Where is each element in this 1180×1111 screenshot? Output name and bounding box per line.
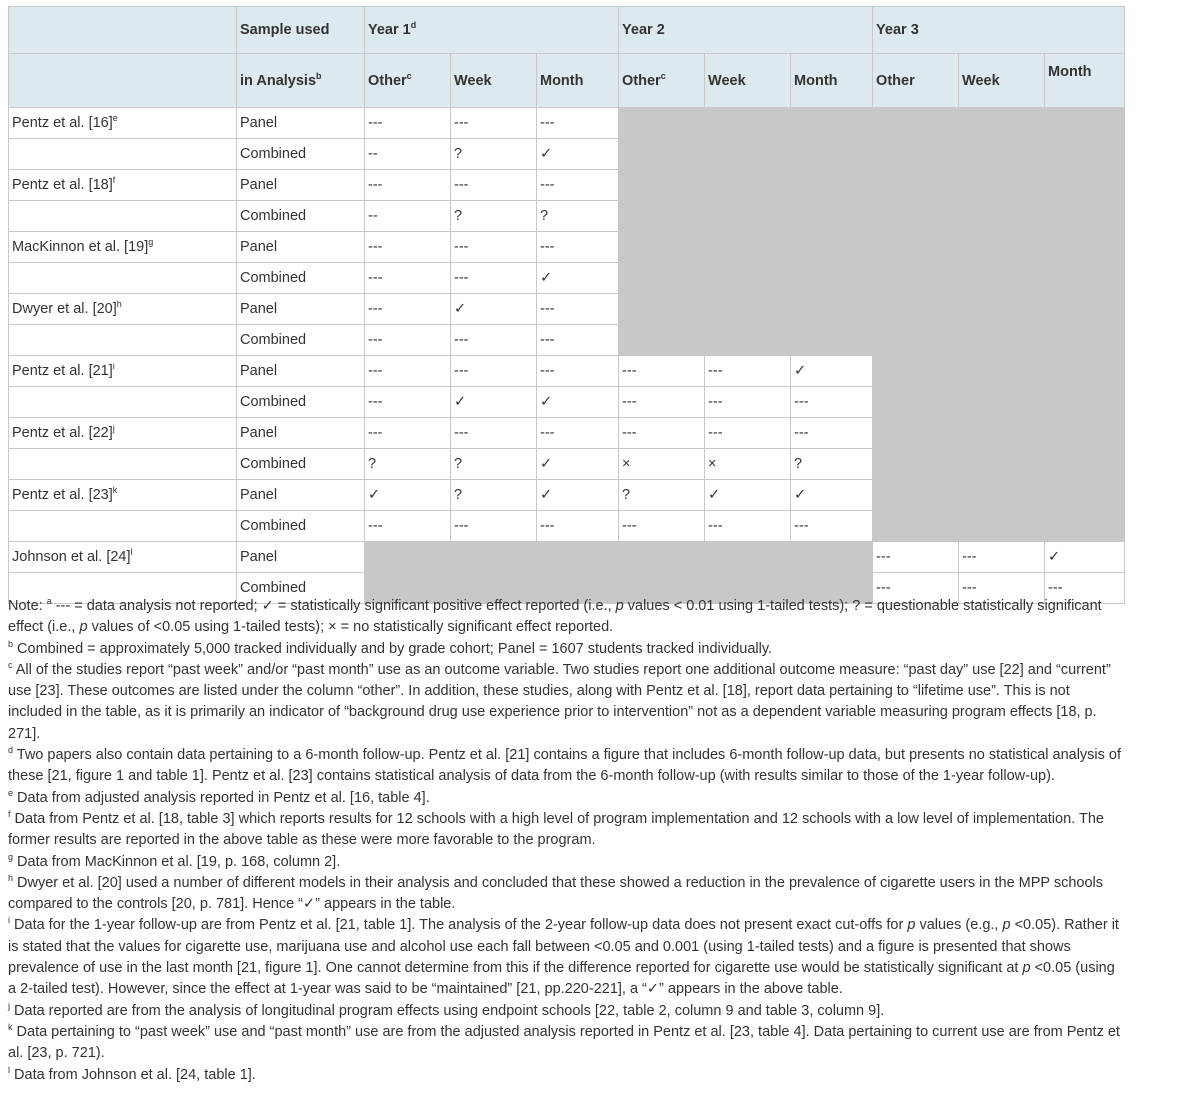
header-year-1: Year 1$^d$ bbox=[365, 7, 619, 54]
note-i: $^i$ Data for the 1-year follow-up are from Pentz et al. [21, table 1]. The analysis of the 2-year follow-up data does not present exact cut-offs for p values (e.g., p <0.05). Rather it is stated that the values for cigarette use, marijuana use and alcohol use each fall between <0.05 and 0.001 (using 1-tailed tests) and a figure is presented that shows prevalence of use in the last month [21, figure 1]. One cannot determine from this if the difference reported for cigarette use would be statistically significant at p <0.05 (using a 2-tailed test). However, since the effect at 1-year was said to be “maintained” [21, pp.220-221], a “✓” appears in the above table. bbox=[8, 915, 1119, 998]
not-applicable-cell bbox=[1045, 263, 1125, 294]
not-applicable-cell bbox=[873, 325, 959, 356]
result-cell: --- bbox=[365, 387, 451, 418]
header-year-3: Year 3 bbox=[873, 7, 1125, 54]
result-cell: --- bbox=[873, 542, 959, 573]
result-cell: --- bbox=[365, 325, 451, 356]
not-applicable-cell bbox=[1045, 232, 1125, 263]
not-applicable-cell bbox=[705, 263, 791, 294]
header-sample-used: Sample used bbox=[237, 7, 365, 54]
result-cell: × bbox=[619, 449, 705, 480]
result-cell: --- bbox=[619, 356, 705, 387]
table-row bbox=[9, 232, 1125, 263]
study-cell: Pentz et al. $[23]^k$ bbox=[9, 480, 237, 511]
note-g: $^g$ Data from MacKinnon et al. [19, p. 168, column 2]. bbox=[8, 851, 341, 870]
not-applicable-cell bbox=[873, 449, 959, 480]
not-applicable-cell bbox=[619, 170, 705, 201]
not-applicable-cell bbox=[791, 325, 873, 356]
not-applicable-cell bbox=[959, 232, 1045, 263]
sample-cell: Panel bbox=[237, 108, 365, 139]
table-row bbox=[9, 511, 1125, 542]
not-applicable-cell bbox=[873, 170, 959, 201]
result-cell: --- bbox=[365, 263, 451, 294]
not-applicable-cell bbox=[873, 263, 959, 294]
not-applicable-cell bbox=[959, 108, 1045, 139]
not-applicable-cell bbox=[1045, 108, 1125, 139]
table-row bbox=[9, 356, 1125, 387]
header-sub-4: Week bbox=[705, 54, 791, 108]
result-cell: --- bbox=[537, 356, 619, 387]
table-row bbox=[9, 263, 1125, 294]
result-cell: --- bbox=[365, 108, 451, 139]
header-sub-2: Month bbox=[537, 54, 619, 108]
result-cell: --- bbox=[537, 170, 619, 201]
result-cell: --- bbox=[537, 294, 619, 325]
not-applicable-cell bbox=[619, 263, 705, 294]
study-cell bbox=[9, 387, 237, 418]
result-cell: --- bbox=[451, 511, 537, 542]
sample-cell: Panel bbox=[237, 418, 365, 449]
result-cell: --- bbox=[365, 418, 451, 449]
not-applicable-cell bbox=[1045, 480, 1125, 511]
result-cell: -- bbox=[365, 201, 451, 232]
not-applicable-cell bbox=[873, 294, 959, 325]
not-applicable-cell bbox=[791, 201, 873, 232]
table-row bbox=[9, 201, 1125, 232]
sample-cell: Combined bbox=[237, 449, 365, 480]
results-table bbox=[8, 6, 1125, 604]
result-cell: ✓ bbox=[1045, 542, 1125, 573]
not-applicable-cell bbox=[959, 418, 1045, 449]
note-e: $^e$ Data from adjusted analysis reported in Pentz et al. [16, table 4]. bbox=[8, 787, 430, 806]
table-row bbox=[9, 418, 1125, 449]
study-cell: Pentz et al. $[16]^e$ bbox=[9, 108, 237, 139]
header-sub-6: Other bbox=[873, 54, 959, 108]
not-applicable-cell bbox=[705, 232, 791, 263]
result-cell: ✓ bbox=[537, 480, 619, 511]
note-h: $^h$ Dwyer et al. [20] used a number of different models in their analysis and concluded that these showed a reduction in the prevalence of cigarette users in the MPP schools compared to the controls [20, p. 781]. Hence “✓” appears in the table. bbox=[8, 873, 1104, 913]
result-cell: --- bbox=[537, 418, 619, 449]
not-applicable-cell bbox=[619, 139, 705, 170]
study-cell bbox=[9, 201, 237, 232]
result-cell: --- bbox=[537, 232, 619, 263]
table-row bbox=[9, 387, 1125, 418]
result-cell: --- bbox=[537, 108, 619, 139]
study-cell: MacKinnon et al. $[19]^g$ bbox=[9, 232, 237, 263]
note-d: $^d$ Two papers also contain data pertaining to a 6-month follow-up. Pentz et al. [21] contains a figure that includes 6-month follow-up data, but presents no statistical analysis of these [21, figure 1 and table 1]. Pentz et al. [23] contains statistical analysis of data from the 6-month follow-up (with results similar to those of the 1-year follow-up). bbox=[8, 745, 1122, 785]
not-applicable-cell bbox=[959, 263, 1045, 294]
not-applicable-cell bbox=[1045, 418, 1125, 449]
header-sub-1: Week bbox=[451, 54, 537, 108]
not-applicable-cell bbox=[873, 480, 959, 511]
study-cell bbox=[9, 263, 237, 294]
not-applicable-cell bbox=[873, 418, 959, 449]
result-cell: ✓ bbox=[365, 480, 451, 511]
table-row bbox=[9, 480, 1125, 511]
not-applicable-cell bbox=[873, 201, 959, 232]
result-cell: ✓ bbox=[451, 294, 537, 325]
sample-cell: Panel bbox=[237, 170, 365, 201]
table-notes bbox=[8, 596, 1122, 1086]
result-cell: ✓ bbox=[791, 356, 873, 387]
not-applicable-cell bbox=[873, 108, 959, 139]
not-applicable-cell bbox=[1045, 294, 1125, 325]
table-row bbox=[9, 170, 1125, 201]
not-applicable-cell bbox=[619, 325, 705, 356]
sample-cell: Panel bbox=[237, 294, 365, 325]
study-cell: Pentz et al. $[22]^j$ bbox=[9, 418, 237, 449]
result-cell: ? bbox=[791, 449, 873, 480]
table-row bbox=[9, 542, 1125, 573]
result-cell: --- bbox=[451, 108, 537, 139]
result-cell: --- bbox=[451, 263, 537, 294]
table-row bbox=[9, 449, 1125, 480]
result-cell: --- bbox=[451, 418, 537, 449]
not-applicable-cell bbox=[619, 232, 705, 263]
header-row-1 bbox=[9, 7, 1125, 54]
study-cell: Pentz et al. $[21]^i$ bbox=[9, 356, 237, 387]
study-cell: Dwyer et al. $[20]^h$ bbox=[9, 294, 237, 325]
not-applicable-cell bbox=[619, 201, 705, 232]
header-sub-3: Other$^c$ bbox=[619, 54, 705, 108]
result-cell: --- bbox=[451, 170, 537, 201]
sample-cell: Panel bbox=[237, 480, 365, 511]
not-applicable-cell bbox=[705, 201, 791, 232]
not-applicable-cell bbox=[705, 108, 791, 139]
result-cell: × bbox=[705, 449, 791, 480]
note-j: $^j$ Data reported are from the analysis of longitudinal program effects using endpoint schools [22, table 2, column 9 and table 3, column 9]. bbox=[8, 1000, 885, 1019]
header-in-analysis: in Analysis$^b$ bbox=[237, 54, 365, 108]
not-applicable-cell bbox=[959, 325, 1045, 356]
not-applicable-cell bbox=[873, 387, 959, 418]
result-cell: --- bbox=[365, 294, 451, 325]
result-cell: ✓ bbox=[791, 480, 873, 511]
result-cell: -- bbox=[365, 139, 451, 170]
not-applicable-cell bbox=[959, 170, 1045, 201]
not-applicable-cell bbox=[1045, 201, 1125, 232]
sample-cell: Combined bbox=[237, 139, 365, 170]
not-applicable-cell bbox=[873, 511, 959, 542]
table-row bbox=[9, 325, 1125, 356]
result-cell: --- bbox=[705, 356, 791, 387]
not-applicable-cell bbox=[1045, 139, 1125, 170]
result-cell: --- bbox=[537, 511, 619, 542]
not-applicable-cell bbox=[1045, 449, 1125, 480]
study-cell bbox=[9, 325, 237, 356]
not-applicable-cell bbox=[619, 108, 705, 139]
not-applicable-cell bbox=[619, 294, 705, 325]
not-applicable-cell bbox=[959, 480, 1045, 511]
not-applicable-cell bbox=[959, 511, 1045, 542]
table-row bbox=[9, 294, 1125, 325]
not-applicable-cell bbox=[705, 294, 791, 325]
note-l: $^l$ Data from Johnson et al. [24, table 1]. bbox=[8, 1064, 256, 1083]
result-cell: ? bbox=[451, 201, 537, 232]
not-applicable-cell bbox=[791, 139, 873, 170]
study-cell: Johnson et al. $[24]^l$ bbox=[9, 542, 237, 573]
not-applicable-cell bbox=[959, 449, 1045, 480]
result-cell: --- bbox=[1045, 573, 1125, 604]
result-cell: --- bbox=[619, 387, 705, 418]
study-cell bbox=[9, 449, 237, 480]
not-applicable-cell bbox=[959, 294, 1045, 325]
table-row bbox=[9, 108, 1125, 139]
sample-cell: Combined bbox=[237, 573, 365, 604]
not-applicable-cell bbox=[619, 542, 705, 573]
result-cell: --- bbox=[619, 511, 705, 542]
not-applicable-cell bbox=[1045, 387, 1125, 418]
header-year-2: Year 2 bbox=[619, 7, 873, 54]
not-applicable-cell bbox=[1045, 511, 1125, 542]
result-cell: ? bbox=[451, 449, 537, 480]
sample-cell: Panel bbox=[237, 232, 365, 263]
result-cell: --- bbox=[451, 356, 537, 387]
result-cell: ✓ bbox=[705, 480, 791, 511]
not-applicable-cell bbox=[537, 542, 619, 573]
sample-cell: Panel bbox=[237, 356, 365, 387]
not-applicable-cell bbox=[791, 542, 873, 573]
not-applicable-cell bbox=[959, 387, 1045, 418]
not-applicable-cell bbox=[705, 170, 791, 201]
result-cell: --- bbox=[365, 356, 451, 387]
note-a: Note: $^a$ --- = data analysis not reported; ✓ = statistically significant positive effect reported (i.e., p values < 0.01 using 1-tailed tests); ? = questionable statistically significant effect (i.e., p values of <0.05 using 1-tailed tests); × = no statistically significant effect reported. bbox=[8, 596, 1102, 636]
sample-cell: Combined bbox=[237, 325, 365, 356]
header-sub-5: Month bbox=[791, 54, 873, 108]
result-cell: ? bbox=[537, 201, 619, 232]
not-applicable-cell bbox=[959, 356, 1045, 387]
header-sub-8: Month bbox=[1045, 54, 1125, 108]
result-cell: ✓ bbox=[451, 387, 537, 418]
not-applicable-cell bbox=[873, 139, 959, 170]
note-f: $^f$ Data from Pentz et al. [18, table 3] which reports results for 12 schools with a high level of program implementation and 12 schools with a low level of implementation. The former results are reported in the above table as these were more favorable to the program. bbox=[8, 809, 1104, 849]
study-cell: Pentz et al. $[18]^f$ bbox=[9, 170, 237, 201]
result-cell: --- bbox=[365, 232, 451, 263]
result-cell: --- bbox=[365, 170, 451, 201]
study-cell bbox=[9, 511, 237, 542]
result-cell: --- bbox=[619, 418, 705, 449]
study-cell bbox=[9, 139, 237, 170]
table-row bbox=[9, 139, 1125, 170]
sample-cell: Panel bbox=[237, 542, 365, 573]
not-applicable-cell bbox=[1045, 325, 1125, 356]
not-applicable-cell bbox=[959, 139, 1045, 170]
note-k: $^k$ Data pertaining to “past week” use and “past month” use are from the adjusted analysis reported in Pentz et al. [23, table 4]. Data pertaining to current use are from Pentz et al. [23, p. 721). bbox=[8, 1022, 1120, 1062]
result-cell: --- bbox=[451, 325, 537, 356]
header-corner bbox=[9, 7, 237, 54]
not-applicable-cell bbox=[873, 232, 959, 263]
not-applicable-cell bbox=[451, 542, 537, 573]
result-cell: ✓ bbox=[537, 139, 619, 170]
result-cell: ? bbox=[451, 139, 537, 170]
sample-cell: Combined bbox=[237, 201, 365, 232]
not-applicable-cell bbox=[791, 108, 873, 139]
not-applicable-cell bbox=[365, 542, 451, 573]
result-cell: ? bbox=[365, 449, 451, 480]
header-row-2 bbox=[9, 54, 1125, 108]
header-corner-2 bbox=[9, 54, 237, 108]
result-cell: --- bbox=[791, 387, 873, 418]
result-cell: --- bbox=[365, 511, 451, 542]
result-cell: --- bbox=[959, 573, 1045, 604]
header-sub-0: Other$^c$ bbox=[365, 54, 451, 108]
result-cell: --- bbox=[537, 325, 619, 356]
note-b: $^b$ Combined = approximately 5,000 tracked individually and by grade cohort; Panel = 1607 students tracked individually. bbox=[8, 638, 773, 657]
not-applicable-cell bbox=[791, 294, 873, 325]
not-applicable-cell bbox=[791, 232, 873, 263]
header-sub-7: Week bbox=[959, 54, 1045, 108]
result-cell: --- bbox=[451, 232, 537, 263]
result-cell: --- bbox=[791, 511, 873, 542]
not-applicable-cell bbox=[1045, 356, 1125, 387]
result-cell: --- bbox=[705, 387, 791, 418]
not-applicable-cell bbox=[791, 170, 873, 201]
result-cell: --- bbox=[705, 418, 791, 449]
result-cell: ? bbox=[619, 480, 705, 511]
note-c: $^c$ All of the studies report “past week” and/or “past month” use as an outcome variable. Two studies report one additional outcome measure: “past day” use [22] and “current” use [23]. These outcomes are listed under the column “other”. In addition, these studies, along with Pentz et al. [18], report data pertaining to “lifetime use”. This is not included in the table, as it is primarily an indicator of “background drug use experience prior to intervention” not as a dependent variable measuring program effects [18, p. 271]. bbox=[8, 660, 1111, 742]
result-cell: --- bbox=[959, 542, 1045, 573]
not-applicable-cell bbox=[1045, 170, 1125, 201]
not-applicable-cell bbox=[705, 139, 791, 170]
result-cell: ✓ bbox=[537, 263, 619, 294]
not-applicable-cell bbox=[959, 201, 1045, 232]
sample-cell: Combined bbox=[237, 511, 365, 542]
result-cell: ✓ bbox=[537, 387, 619, 418]
not-applicable-cell bbox=[705, 325, 791, 356]
sample-cell: Combined bbox=[237, 387, 365, 418]
result-cell: ? bbox=[451, 480, 537, 511]
not-applicable-cell bbox=[873, 356, 959, 387]
result-cell: --- bbox=[873, 573, 959, 604]
result-cell: --- bbox=[791, 418, 873, 449]
result-cell: ✓ bbox=[537, 449, 619, 480]
sample-cell: Combined bbox=[237, 263, 365, 294]
result-cell: --- bbox=[705, 511, 791, 542]
not-applicable-cell bbox=[791, 263, 873, 294]
not-applicable-cell bbox=[705, 542, 791, 573]
